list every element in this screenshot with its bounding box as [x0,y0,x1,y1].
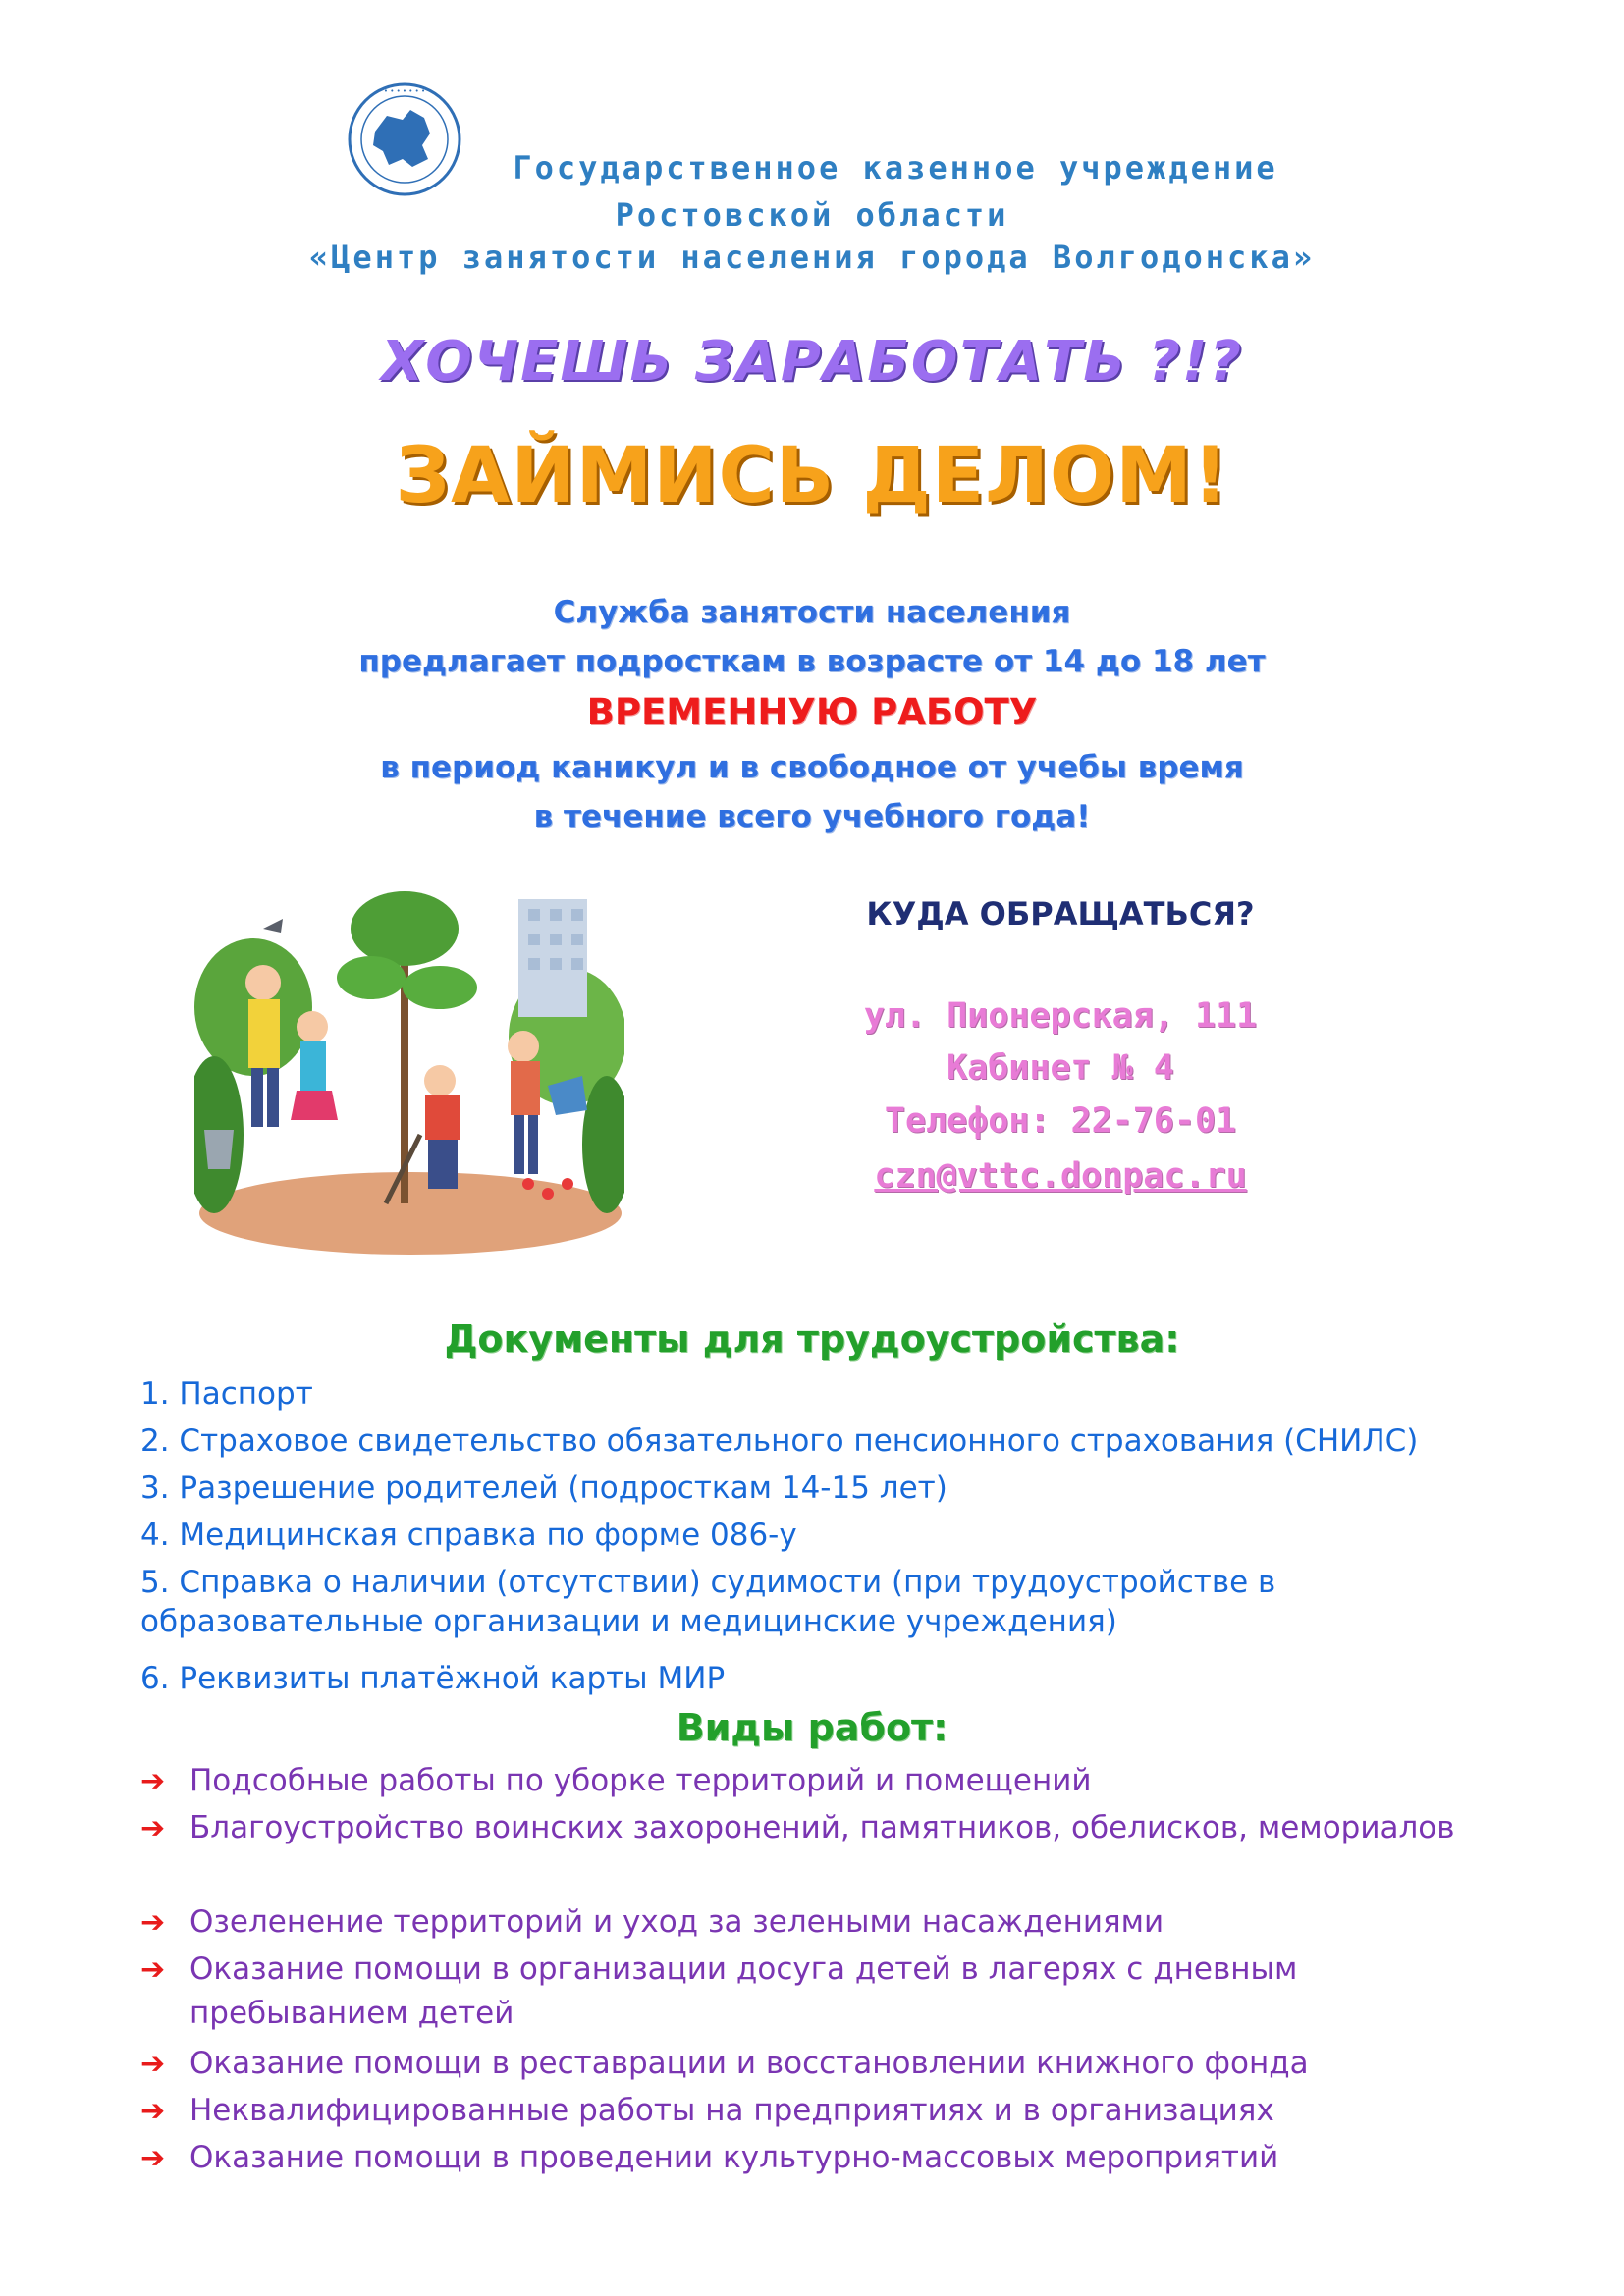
work-item-text: Подсобные работы по уборке территорий и помещений [189,1763,1092,1798]
svg-text:• • • • • • • • •: • • • • • • • • • [377,87,432,95]
intro-line-3: в период каникул и в свободное от учебы время [380,750,1244,785]
work-item-text: Оказание помощи в организации досуга детей в лагерях с дневным пребыванием детей [189,1951,1298,2031]
intro-line-1: Служба занятости населения [553,595,1071,630]
contact-email-link[interactable]: czn@vttc.donpac.ru [874,1156,1247,1196]
work-item [140,1900,1476,1945]
contact-office: Кабинет № 4 [947,1048,1174,1088]
work-item-text: Озеленение территорий и уход за зелеными насаждениями [189,1904,1164,1940]
right-arrow-icon: ➔ [140,2047,166,2081]
contact-address: ул. Пионерская, 111 [863,996,1258,1036]
institution-name-line-3: «Центр занятости населения города Волгодонска» [308,239,1316,276]
document-item: 2. Страховое свидетельство обязательного пенсионного страхования (СНИЛС) [140,1423,1419,1459]
right-arrow-icon: ➔ [140,1952,166,1987]
documents-title: Документы для трудоустройства: [444,1317,1180,1361]
work-item [140,2042,1476,2086]
contact-phone: Телефон: 22-76-01 [884,1101,1237,1141]
work-item [140,1806,1476,1850]
contact-title: КУДА ОБРАЩАТЬСЯ? [866,895,1255,933]
work-item [140,2136,1476,2180]
intro-highlight: ВРЕМЕННУЮ РАБОТУ [586,691,1038,733]
intro-line-4: в течение всего учебного года! [533,799,1091,834]
work-item-text: Оказание помощи в реставрации и восстановлении книжного фонда [189,2046,1309,2081]
right-arrow-icon: ➔ [140,1905,166,1940]
document-item: 1. Паспорт [140,1376,313,1412]
slogan-question: ХОЧЕШЬ ЗАРАБОТАТЬ ?!? [381,330,1243,394]
document-item: 5. Справка о наличии (отсутствии) судимости (при трудоустройстве в образовательные организации и медицинские учреждения) [140,1565,1276,1639]
work-item-text: Благоустройство воинских захоронений, памятников, обелисков, мемориалов [189,1810,1455,1845]
work-item-text: Неквалифицированные работы на предприятиях и в организациях [189,2093,1274,2128]
intro-line-2: предлагает подросткам в возрасте от 14 до 18 лет [358,644,1266,679]
document-item: 4. Медицинская справка по форме 086-у [140,1518,797,1553]
right-arrow-icon: ➔ [140,1811,166,1845]
work-item [140,2089,1476,2133]
work-item-text: Оказание помощи в проведении культурно-массовых мероприятий [189,2140,1279,2175]
work-item [140,1948,1476,2036]
works-title: Виды работ: [676,1706,948,1749]
work-item [140,1759,1476,1803]
right-arrow-icon: ➔ [140,2141,166,2175]
document-item: 3. Разрешение родителей (подросткам 14-15 лет) [140,1470,947,1506]
document-item: 6. Реквизиты платёжной карты МИР [140,1661,726,1696]
right-arrow-icon: ➔ [140,1764,166,1798]
slogan-main: ЗАЙМИСЬ ДЕЛОМ! [395,432,1229,520]
right-arrow-icon: ➔ [140,2094,166,2128]
institution-name-line-2: Ростовской области [615,196,1009,234]
children-planting-illustration [194,889,624,1256]
institution-name-line-1: Государственное казенное учреждение [513,149,1278,187]
